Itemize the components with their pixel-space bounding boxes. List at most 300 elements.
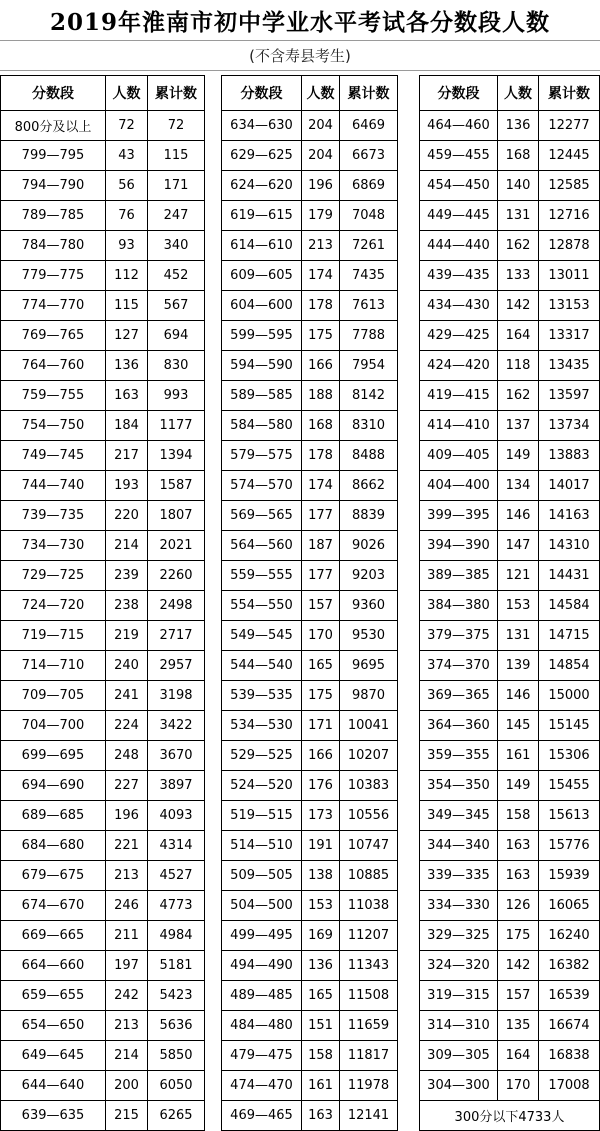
count-cell: 126 — [498, 891, 539, 921]
range-cell: 759—755 — [1, 381, 106, 411]
range-cell: 544—540 — [222, 651, 302, 681]
score-table-2 — [221, 75, 398, 1131]
table-row — [1, 831, 205, 861]
cumulative-cell: 15613 — [539, 801, 600, 831]
count-cell: 240 — [106, 651, 148, 681]
cumulative-cell: 14715 — [539, 621, 600, 651]
cumulative-cell: 4527 — [148, 861, 205, 891]
range-cell: 799—795 — [1, 141, 106, 171]
table-row — [222, 321, 398, 351]
cumulative-cell: 13435 — [539, 351, 600, 381]
header-range: 分数段 — [222, 76, 302, 111]
cumulative-cell: 115 — [148, 141, 205, 171]
cumulative-cell: 993 — [148, 381, 205, 411]
count-cell: 140 — [498, 171, 539, 201]
range-cell: 339—335 — [420, 861, 498, 891]
range-cell: 419—415 — [420, 381, 498, 411]
cumulative-cell: 15145 — [539, 711, 600, 741]
table-row — [1, 651, 205, 681]
range-cell: 569—565 — [222, 501, 302, 531]
range-cell: 669—665 — [1, 921, 106, 951]
count-cell: 170 — [302, 621, 340, 651]
count-cell: 142 — [498, 291, 539, 321]
range-cell: 649—645 — [1, 1041, 106, 1071]
table-row — [1, 711, 205, 741]
range-cell: 629—625 — [222, 141, 302, 171]
table-row — [420, 171, 600, 201]
cumulative-cell: 15939 — [539, 861, 600, 891]
table-row — [1, 231, 205, 261]
table-row — [222, 1011, 398, 1041]
table-row — [420, 501, 600, 531]
table-row — [1, 801, 205, 831]
cumulative-cell: 7435 — [340, 261, 398, 291]
table-row — [1, 1101, 205, 1131]
count-cell: 217 — [106, 441, 148, 471]
count-cell: 241 — [106, 681, 148, 711]
count-cell: 177 — [302, 561, 340, 591]
count-cell: 166 — [302, 741, 340, 771]
table-row — [1, 351, 205, 381]
table-header-row — [1, 76, 205, 111]
range-cell: 674—670 — [1, 891, 106, 921]
range-cell: 549—545 — [222, 621, 302, 651]
range-cell: 324—320 — [420, 951, 498, 981]
cumulative-cell: 72 — [148, 111, 205, 141]
cumulative-cell: 4773 — [148, 891, 205, 921]
range-cell: 354—350 — [420, 771, 498, 801]
range-cell: 639—635 — [1, 1101, 106, 1131]
table-row — [1, 291, 205, 321]
table-row — [222, 201, 398, 231]
table-row — [420, 981, 600, 1011]
cumulative-cell: 12716 — [539, 201, 600, 231]
count-cell: 121 — [498, 561, 539, 591]
cumulative-cell: 9530 — [340, 621, 398, 651]
count-cell: 187 — [302, 531, 340, 561]
count-cell: 213 — [106, 1011, 148, 1041]
count-cell: 162 — [498, 231, 539, 261]
range-cell: 524—520 — [222, 771, 302, 801]
count-cell: 173 — [302, 801, 340, 831]
table-row — [420, 141, 600, 171]
header-count: 人数 — [498, 76, 539, 111]
range-cell: 379—375 — [420, 621, 498, 651]
count-cell: 238 — [106, 591, 148, 621]
range-cell: 789—785 — [1, 201, 106, 231]
cumulative-cell: 14163 — [539, 501, 600, 531]
cumulative-cell: 13734 — [539, 411, 600, 441]
range-cell: 469—465 — [222, 1101, 302, 1131]
count-cell: 135 — [498, 1011, 539, 1041]
cumulative-cell: 13883 — [539, 441, 600, 471]
count-cell: 165 — [302, 651, 340, 681]
table-row — [222, 531, 398, 561]
cumulative-cell: 10747 — [340, 831, 398, 861]
count-cell: 166 — [302, 351, 340, 381]
score-table-1 — [0, 75, 205, 1131]
count-cell: 161 — [302, 1071, 340, 1101]
count-cell: 211 — [106, 921, 148, 951]
range-cell: 689—685 — [1, 801, 106, 831]
cumulative-cell: 5423 — [148, 981, 205, 1011]
page-subtitle: (不含寿县考生) — [249, 46, 351, 65]
range-cell: 654—650 — [1, 1011, 106, 1041]
header-cumulative: 累计数 — [340, 76, 398, 111]
count-cell: 163 — [302, 1101, 340, 1131]
count-cell: 184 — [106, 411, 148, 441]
table-row — [222, 801, 398, 831]
table-row — [1, 471, 205, 501]
cumulative-cell: 2717 — [148, 621, 205, 651]
range-cell: 699—695 — [1, 741, 106, 771]
cumulative-cell: 16065 — [539, 891, 600, 921]
range-cell: 484—480 — [222, 1011, 302, 1041]
range-cell: 439—435 — [420, 261, 498, 291]
table-row — [420, 321, 600, 351]
page-title: 2019年淮南市初中学业水平考试各分数段人数 — [49, 8, 550, 36]
range-cell: 369—365 — [420, 681, 498, 711]
cumulative-cell: 11038 — [340, 891, 398, 921]
table-row — [1, 531, 205, 561]
range-cell: 564—560 — [222, 531, 302, 561]
count-cell: 174 — [302, 261, 340, 291]
header-cumulative: 累计数 — [539, 76, 600, 111]
range-cell: 444—440 — [420, 231, 498, 261]
range-cell: 739—735 — [1, 501, 106, 531]
count-cell: 176 — [302, 771, 340, 801]
cumulative-cell: 5181 — [148, 951, 205, 981]
table-row — [1, 981, 205, 1011]
count-cell: 136 — [302, 951, 340, 981]
table-row — [222, 111, 398, 141]
cumulative-cell: 171 — [148, 171, 205, 201]
table-row — [420, 561, 600, 591]
cumulative-cell: 15000 — [539, 681, 600, 711]
range-cell: 534—530 — [222, 711, 302, 741]
cumulative-cell: 8839 — [340, 501, 398, 531]
table-row — [420, 201, 600, 231]
count-cell: 56 — [106, 171, 148, 201]
count-cell: 43 — [106, 141, 148, 171]
header-cumulative: 累计数 — [148, 76, 205, 111]
count-cell: 161 — [498, 741, 539, 771]
cumulative-cell: 15776 — [539, 831, 600, 861]
range-cell: 474—470 — [222, 1071, 302, 1101]
count-cell: 196 — [106, 801, 148, 831]
cumulative-cell: 9695 — [340, 651, 398, 681]
count-cell: 142 — [498, 951, 539, 981]
table-row — [1, 1041, 205, 1071]
range-cell: 429—425 — [420, 321, 498, 351]
cumulative-cell: 14854 — [539, 651, 600, 681]
cumulative-cell: 6469 — [340, 111, 398, 141]
cumulative-cell: 13317 — [539, 321, 600, 351]
table-row — [1, 681, 205, 711]
count-cell: 93 — [106, 231, 148, 261]
cumulative-cell: 6050 — [148, 1071, 205, 1101]
cumulative-cell: 4093 — [148, 801, 205, 831]
footnote-cell: 300分以下4733人 — [420, 1101, 600, 1131]
range-cell: 619—615 — [222, 201, 302, 231]
table-row — [222, 231, 398, 261]
table-row — [222, 951, 398, 981]
count-cell: 153 — [302, 891, 340, 921]
cumulative-cell: 6265 — [148, 1101, 205, 1131]
range-cell: 319—315 — [420, 981, 498, 1011]
count-cell: 139 — [498, 651, 539, 681]
cumulative-cell: 452 — [148, 261, 205, 291]
range-cell: 800分及以上 — [1, 111, 106, 141]
range-cell: 774—770 — [1, 291, 106, 321]
table-row — [222, 501, 398, 531]
count-cell: 164 — [498, 1041, 539, 1071]
table-row — [1, 1071, 205, 1101]
range-cell: 309—305 — [420, 1041, 498, 1071]
count-cell: 163 — [498, 831, 539, 861]
range-cell: 404—400 — [420, 471, 498, 501]
range-cell: 779—775 — [1, 261, 106, 291]
range-cell: 479—475 — [222, 1041, 302, 1071]
table-row — [222, 861, 398, 891]
count-cell: 170 — [498, 1071, 539, 1101]
cumulative-cell: 9203 — [340, 561, 398, 591]
table-row — [420, 861, 600, 891]
count-cell: 137 — [498, 411, 539, 441]
cumulative-cell: 15455 — [539, 771, 600, 801]
table-row — [420, 411, 600, 441]
table-row — [222, 1071, 398, 1101]
range-cell: 794—790 — [1, 171, 106, 201]
range-cell: 559—555 — [222, 561, 302, 591]
count-cell: 147 — [498, 531, 539, 561]
cumulative-cell: 17008 — [539, 1071, 600, 1101]
range-cell: 609—605 — [222, 261, 302, 291]
table-row — [222, 291, 398, 321]
cumulative-cell: 8662 — [340, 471, 398, 501]
count-cell: 200 — [106, 1071, 148, 1101]
count-cell: 214 — [106, 1041, 148, 1071]
count-cell: 131 — [498, 201, 539, 231]
cumulative-cell: 7261 — [340, 231, 398, 261]
range-cell: 554—550 — [222, 591, 302, 621]
table-row — [420, 651, 600, 681]
table-row — [222, 591, 398, 621]
range-cell: 729—725 — [1, 561, 106, 591]
table-row — [222, 141, 398, 171]
table-row — [222, 741, 398, 771]
range-cell: 409—405 — [420, 441, 498, 471]
cumulative-cell: 5636 — [148, 1011, 205, 1041]
count-cell: 136 — [498, 111, 539, 141]
table-row — [222, 921, 398, 951]
range-cell: 574—570 — [222, 471, 302, 501]
cumulative-cell: 567 — [148, 291, 205, 321]
table-row — [222, 381, 398, 411]
table-row — [222, 681, 398, 711]
header-count: 人数 — [302, 76, 340, 111]
table-row — [420, 621, 600, 651]
cumulative-cell: 1177 — [148, 411, 205, 441]
count-cell: 214 — [106, 531, 148, 561]
count-cell: 178 — [302, 441, 340, 471]
range-cell: 314—310 — [420, 1011, 498, 1041]
range-cell: 604—600 — [222, 291, 302, 321]
cumulative-cell: 10207 — [340, 741, 398, 771]
cumulative-cell: 12141 — [340, 1101, 398, 1131]
table-row — [420, 291, 600, 321]
count-cell: 193 — [106, 471, 148, 501]
table-row — [222, 1041, 398, 1071]
table-row — [420, 591, 600, 621]
table-header-row — [222, 76, 398, 111]
range-cell: 489—485 — [222, 981, 302, 1011]
cumulative-cell: 2021 — [148, 531, 205, 561]
range-cell: 714—710 — [1, 651, 106, 681]
range-cell: 784—780 — [1, 231, 106, 261]
table-row — [1, 261, 205, 291]
count-cell: 163 — [498, 861, 539, 891]
table-row — [1, 111, 205, 141]
table-row — [222, 441, 398, 471]
cumulative-cell: 12445 — [539, 141, 600, 171]
cumulative-cell: 14310 — [539, 531, 600, 561]
table-row — [222, 891, 398, 921]
cumulative-cell: 7048 — [340, 201, 398, 231]
table-row — [420, 471, 600, 501]
cumulative-cell: 10556 — [340, 801, 398, 831]
table-row — [1, 141, 205, 171]
subtitle-divider — [0, 70, 600, 71]
count-cell: 178 — [302, 291, 340, 321]
range-cell: 494—490 — [222, 951, 302, 981]
count-cell: 151 — [302, 1011, 340, 1041]
range-cell: 599—595 — [222, 321, 302, 351]
range-cell: 679—675 — [1, 861, 106, 891]
cumulative-cell: 14017 — [539, 471, 600, 501]
range-cell: 749—745 — [1, 441, 106, 471]
range-cell: 644—640 — [1, 1071, 106, 1101]
table-row — [1, 921, 205, 951]
cumulative-cell: 2498 — [148, 591, 205, 621]
count-cell: 248 — [106, 741, 148, 771]
table-row — [420, 441, 600, 471]
table-row — [420, 1071, 600, 1101]
table-row — [1, 321, 205, 351]
cumulative-cell: 11343 — [340, 951, 398, 981]
cumulative-cell: 16539 — [539, 981, 600, 1011]
table-row — [1, 591, 205, 621]
cumulative-cell: 15306 — [539, 741, 600, 771]
range-cell: 454—450 — [420, 171, 498, 201]
table-row — [222, 351, 398, 381]
cumulative-cell: 340 — [148, 231, 205, 261]
count-cell: 221 — [106, 831, 148, 861]
table-row — [420, 351, 600, 381]
count-cell: 227 — [106, 771, 148, 801]
table-row — [420, 111, 600, 141]
cumulative-cell: 11508 — [340, 981, 398, 1011]
table-row — [420, 921, 600, 951]
cumulative-cell: 6673 — [340, 141, 398, 171]
table-row — [1, 501, 205, 531]
table-row — [1, 441, 205, 471]
count-cell: 188 — [302, 381, 340, 411]
count-cell: 220 — [106, 501, 148, 531]
table-row — [420, 951, 600, 981]
range-cell: 529—525 — [222, 741, 302, 771]
count-cell: 168 — [302, 411, 340, 441]
range-cell: 509—505 — [222, 861, 302, 891]
range-cell: 724—720 — [1, 591, 106, 621]
cumulative-cell: 12585 — [539, 171, 600, 201]
cumulative-cell: 8310 — [340, 411, 398, 441]
range-cell: 399—395 — [420, 501, 498, 531]
range-cell: 764—760 — [1, 351, 106, 381]
range-cell: 499—495 — [222, 921, 302, 951]
range-cell: 754—750 — [1, 411, 106, 441]
cumulative-cell: 694 — [148, 321, 205, 351]
cumulative-cell: 10041 — [340, 711, 398, 741]
range-cell: 594—590 — [222, 351, 302, 381]
cumulative-cell: 7788 — [340, 321, 398, 351]
range-cell: 504—500 — [222, 891, 302, 921]
count-cell: 213 — [106, 861, 148, 891]
range-cell: 694—690 — [1, 771, 106, 801]
range-cell: 684—680 — [1, 831, 106, 861]
count-cell: 134 — [498, 471, 539, 501]
cumulative-cell: 9360 — [340, 591, 398, 621]
cumulative-cell: 11207 — [340, 921, 398, 951]
cumulative-cell: 1394 — [148, 441, 205, 471]
range-cell: 719—715 — [1, 621, 106, 651]
cumulative-cell: 11659 — [340, 1011, 398, 1041]
range-cell: 519—515 — [222, 801, 302, 831]
range-cell: 424—420 — [420, 351, 498, 381]
cumulative-cell: 3422 — [148, 711, 205, 741]
table-row — [222, 1101, 398, 1131]
range-cell: 329—325 — [420, 921, 498, 951]
cumulative-cell: 12878 — [539, 231, 600, 261]
cumulative-cell: 13153 — [539, 291, 600, 321]
range-cell: 584—580 — [222, 411, 302, 441]
table-row — [1, 951, 205, 981]
count-cell: 138 — [302, 861, 340, 891]
table-row — [1, 741, 205, 771]
count-cell: 146 — [498, 681, 539, 711]
count-cell: 149 — [498, 771, 539, 801]
range-cell: 434—430 — [420, 291, 498, 321]
cumulative-cell: 3198 — [148, 681, 205, 711]
cumulative-cell: 14431 — [539, 561, 600, 591]
cumulative-cell: 4984 — [148, 921, 205, 951]
range-cell: 374—370 — [420, 651, 498, 681]
table-row — [420, 381, 600, 411]
table-row — [222, 981, 398, 1011]
count-cell: 76 — [106, 201, 148, 231]
table-row — [222, 621, 398, 651]
header-count: 人数 — [106, 76, 148, 111]
range-cell: 414—410 — [420, 411, 498, 441]
count-cell: 162 — [498, 381, 539, 411]
count-cell: 153 — [498, 591, 539, 621]
count-cell: 169 — [302, 921, 340, 951]
cumulative-cell: 1807 — [148, 501, 205, 531]
cumulative-cell: 9026 — [340, 531, 398, 561]
cumulative-cell: 8142 — [340, 381, 398, 411]
cumulative-cell: 2957 — [148, 651, 205, 681]
count-cell: 157 — [302, 591, 340, 621]
